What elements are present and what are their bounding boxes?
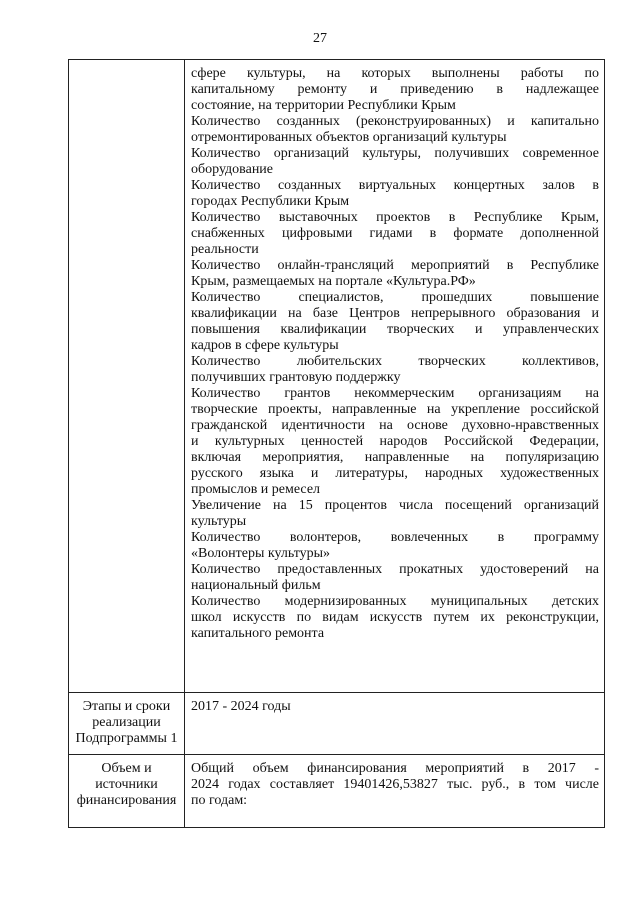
indicator-item — [191, 146, 599, 178]
indicator-line: русского языка и литературы, народных художественных — [191, 466, 599, 481]
financing-line: Общий объем финансирования мероприятий в 2017 - — [191, 761, 599, 776]
indicator-line: промыслов и ремесел — [191, 482, 321, 497]
financing-value — [191, 761, 599, 809]
indicator-item — [191, 114, 599, 146]
stage-value-text: 2017 - 2024 годы — [191, 699, 291, 714]
indicator-line: Количество специалистов, прошедших повышение — [191, 290, 599, 305]
indicator-item — [191, 562, 599, 594]
stage-value — [191, 699, 599, 715]
indicator-line: Крым, размещаемых на портале «Культура.РФ» — [191, 274, 476, 289]
indicator-line: кадров в сфере культуры — [191, 338, 339, 353]
indicator-line: Увеличение на 15 процентов числа посещений организаций — [191, 498, 599, 513]
indicator-line: Количество созданных виртуальных концертных залов в — [191, 178, 599, 193]
indicator-line: получивших грантовую поддержку — [191, 370, 401, 385]
indicator-line: включая мероприятия, направленные на популяризацию — [191, 450, 599, 465]
indicator-line: Количество предоставленных прокатных удостоверений на — [191, 562, 599, 577]
indicator-item — [191, 594, 599, 642]
indicator-line: культуры — [191, 514, 247, 529]
indicator-line: творческие проекты, направленные на укрепление российской — [191, 402, 599, 417]
financing-line: по годам: — [191, 793, 248, 808]
indicator-line: Количество онлайн-трансляций мероприятий в Республике — [191, 258, 599, 273]
indicator-line: Количество созданных (реконструированных) и капитально — [191, 114, 599, 129]
indicator-line: капитального ремонта — [191, 626, 325, 641]
indicator-line: Количество волонтеров, вовлеченных в программу — [191, 530, 599, 545]
indicator-item — [191, 178, 599, 210]
indicator-line: реальности — [191, 242, 259, 257]
financing-line: 2024 годах составляет 19401426,53827 тыс. руб., в том числе — [191, 777, 599, 792]
financing-label-line: Объем и — [101, 761, 152, 776]
indicator-item — [191, 258, 599, 290]
indicator-line: «Волонтеры культуры» — [191, 546, 331, 561]
indicator-line: капитальному ремонту и приведению в надлежащее — [191, 82, 599, 97]
column-divider — [184, 60, 185, 827]
indicator-line: снабженных цифровыми гидами в формате дополненной — [191, 226, 599, 241]
financing-label-line: финансирования — [76, 793, 177, 808]
indicator-line: национальный фильм — [191, 578, 321, 593]
indicator-line: квалификации на базе Центров непрерывного образования и — [191, 306, 599, 321]
indicator-line: Количество организаций культуры, получивших современное — [191, 146, 599, 161]
indicator-item — [191, 354, 599, 386]
indicator-item — [191, 386, 599, 498]
page-number: 27 — [313, 31, 327, 46]
indicators-cell — [191, 66, 599, 642]
indicator-line: городах Республики Крым — [191, 194, 350, 209]
row-divider — [69, 692, 604, 693]
indicator-line: оборудование — [191, 162, 274, 177]
indicator-line: школ искусств по видам искусств путем их реконструкции, — [191, 610, 599, 625]
indicator-line: Количество грантов некоммерческим организациям на — [191, 386, 599, 401]
financing-label — [69, 761, 184, 809]
indicator-item — [191, 66, 599, 114]
indicator-line: отремонтированных объектов организаций культуры — [191, 130, 507, 145]
indicator-line: повышения квалификации творческих и управленческих — [191, 322, 599, 337]
stage-label-line: Этапы и сроки — [82, 699, 171, 714]
indicator-line: Количество любительских творческих коллективов, — [191, 354, 599, 369]
indicator-line: состояние, на территории Республики Крым — [191, 98, 456, 113]
indicator-item — [191, 498, 599, 530]
indicator-item — [191, 210, 599, 258]
stage-label-line: реализации — [92, 715, 161, 730]
indicator-line: сфере культуры, на которых выполнены работы по — [191, 66, 599, 81]
indicator-line: гражданской идентичности на основе духовно-нравственных — [191, 418, 599, 433]
passport-table — [68, 59, 605, 828]
stage-label-line: Подпрограммы 1 — [75, 731, 178, 746]
indicator-line: Количество выставочных проектов в Республике Крым, — [191, 210, 599, 225]
indicator-item — [191, 290, 599, 354]
stage-label — [69, 699, 184, 747]
row-divider — [69, 754, 604, 755]
indicator-line: Количество модернизированных муниципальных детских — [191, 594, 599, 609]
indicator-item — [191, 530, 599, 562]
financing-label-line: источники — [95, 777, 158, 792]
indicator-line: и культурных ценностей народов Российской Федерации, — [191, 434, 599, 449]
